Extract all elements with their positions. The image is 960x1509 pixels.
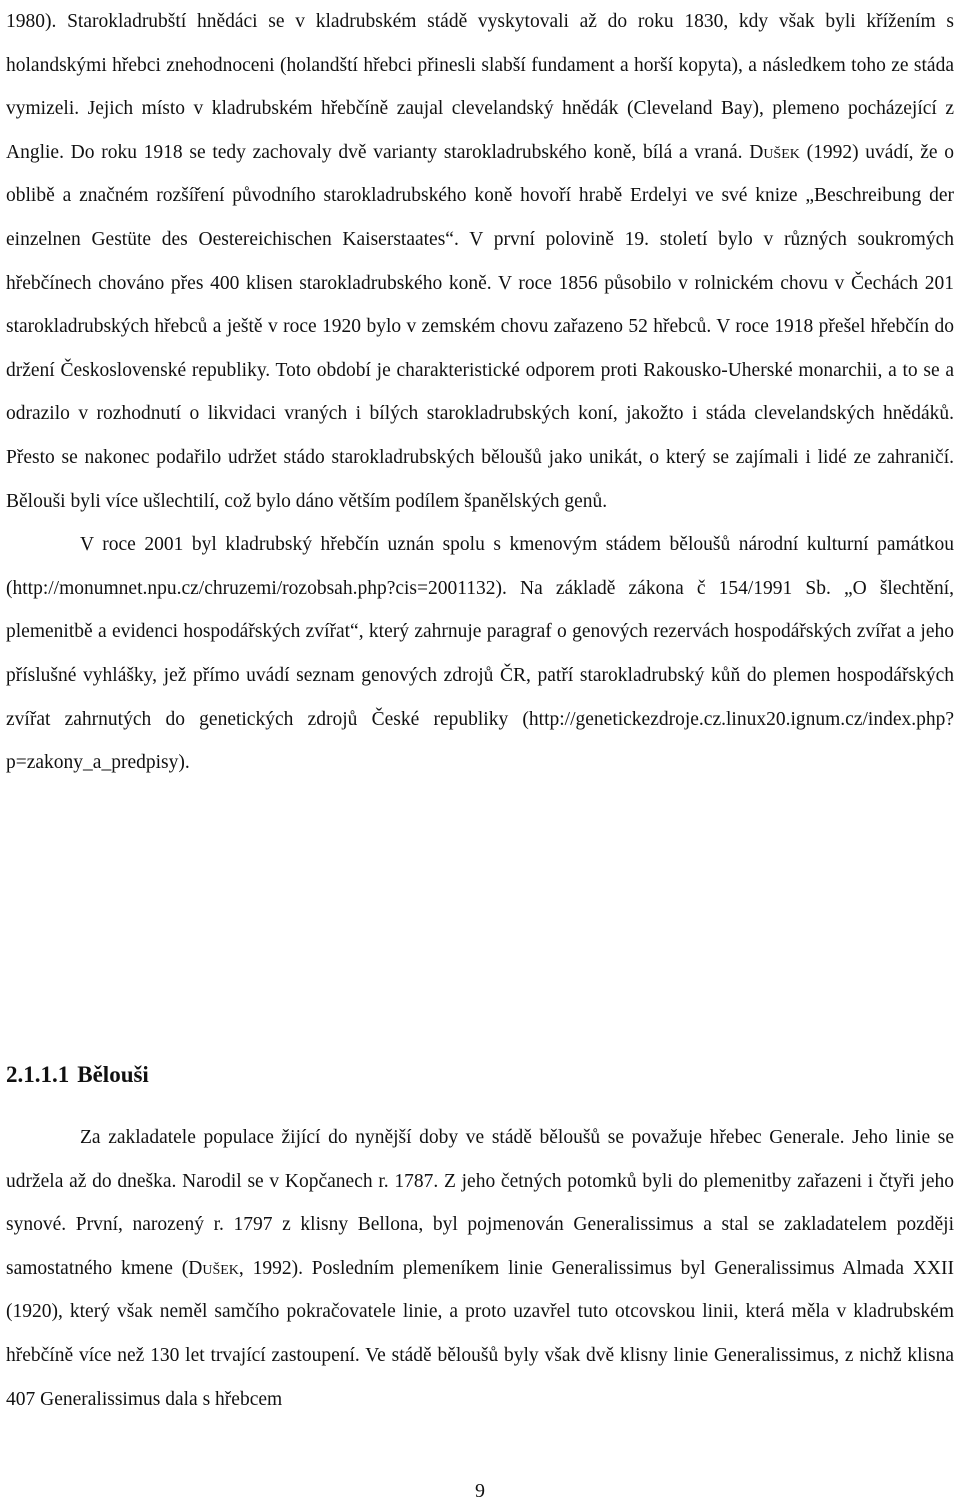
- paragraph-heritage: V roce 2001 byl kladrubský hřebčín uznán spolu s kmenovým stádem běloušů národní kulturní památkou (http://monumnet.npu.cz/chruzemi/rozobsah.php?cis=2001132). Na základě zákona č 154/1991 Sb. „O šlechtění, plemenitbě a evidenci hospodářských zvířat“, který zahrnuje paragraf o genových rezervách hospodářských zvířat a jeho příslušné vyhlášky, jež přímo uvádí seznam genových zdrojů ČR, patří starokladrubský kůň do plemen hospodářských zvířat zahrnutých do genetických zdrojů České republiky (http://genetickezdroje.cz.linux20.ignum.cz/index.php?p=zakony_a_predpisy).: [6, 534, 954, 774]
- author-citation: Dušek: [749, 141, 800, 163]
- paragraph-history: [6, 0, 954, 523]
- paragraph-history-part1: 1980). Starokladrubští hnědáci se v kladrubském stádě vyskytovali až do roku 1830, kdy však byli křížením s holandskými hřebci znehodnoceni (holandští hřebci přinesli slabší fundament a horší kopyta), a následkem toho ze stáda vymizeli. Jejich místo v kladrubském hřebčíně zaujal clevelandský hnědák (Cleveland Bay), plemeno pocházející z Anglie. Do roku 1918 se tedy zachovaly dvě varianty starokladrubského koně, bílá a vraná.: [6, 11, 954, 163]
- section-content: [6, 1116, 954, 1421]
- section-heading-number: 2.1.1.1: [6, 1062, 70, 1087]
- document-page: [6, 0, 954, 785]
- paragraph-history-part2: (1992) uvádí, že o oblibě a značném rozšíření původního starokladrubského koně hovoří hrabě Erdelyi ve své knize „Beschreibung der einzelnen Gestüte des Oestereichischen Kaiserstaates“. V první polovině 19. století bylo v různých soukromých hřebčínech chováno přes 400 klisen starokladrubského koně. V roce 1856 působilo v rolnickém chovu v Čechách 201 starokladrubských hřebců a ještě v roce 1920 bylo v zemském chovu zařazeno 52 hřebců. V roce 1918 přešel hřebčín do držení Československé republiky. Toto období je charakteristické odporem proti Rakousko-Uherské monarchii, a to se a odrazilo v rozhodnutí o likvidaci vraných i bílých starokladrubských koní, jakožto i stáda clevelandských hnědáků. Přesto se nakonec podařilo udržet stádo starokladrubských běloušů jako unikát, o který se zajímali i lidé ze zahraničí. Běloušі byli více ušlechtilí, což bylo dáno větším podílem španělských genů.: [6, 141, 954, 512]
- page-number: 9: [475, 1480, 485, 1502]
- paragraph-generale-part2: , 1992). Posledním plemeníkem linie Generalissimus byl Generalissimus Almada XXII (1920), který však neměl samčího pokračovatele linie, a proto uzavřel tuto otcovskou linii, která měla v kladrubském hřebčíně více než 130 let trvající zastoupení. Ve stádě běloušů byly však dvě klisny linie Generalissimus, z nichž klisna 407 Generalissimus dala s hřebcem: [6, 1257, 954, 1410]
- paragraph-generale: [6, 1116, 954, 1421]
- paragraph-generale-part1: Za zakladatele populace žijící do nynější doby ve stádě běloušů se považuje hřebec Generale. Jeho linie se udržela až do dneška. Narodil se v Kopčanech r. 1787. Z jeho četných potomků byli do plemenitby zařazeni i čtyři jeho synové. První, narozený r. 1797 z klisny Bellona, byl pojmenován Generalissimus a stal se zakladatelem později samostatného kmene (: [6, 1127, 954, 1279]
- author-citation: Dušek: [188, 1257, 239, 1279]
- section-heading-title: Bělouši: [77, 1062, 149, 1087]
- section-heading: [6, 1062, 149, 1088]
